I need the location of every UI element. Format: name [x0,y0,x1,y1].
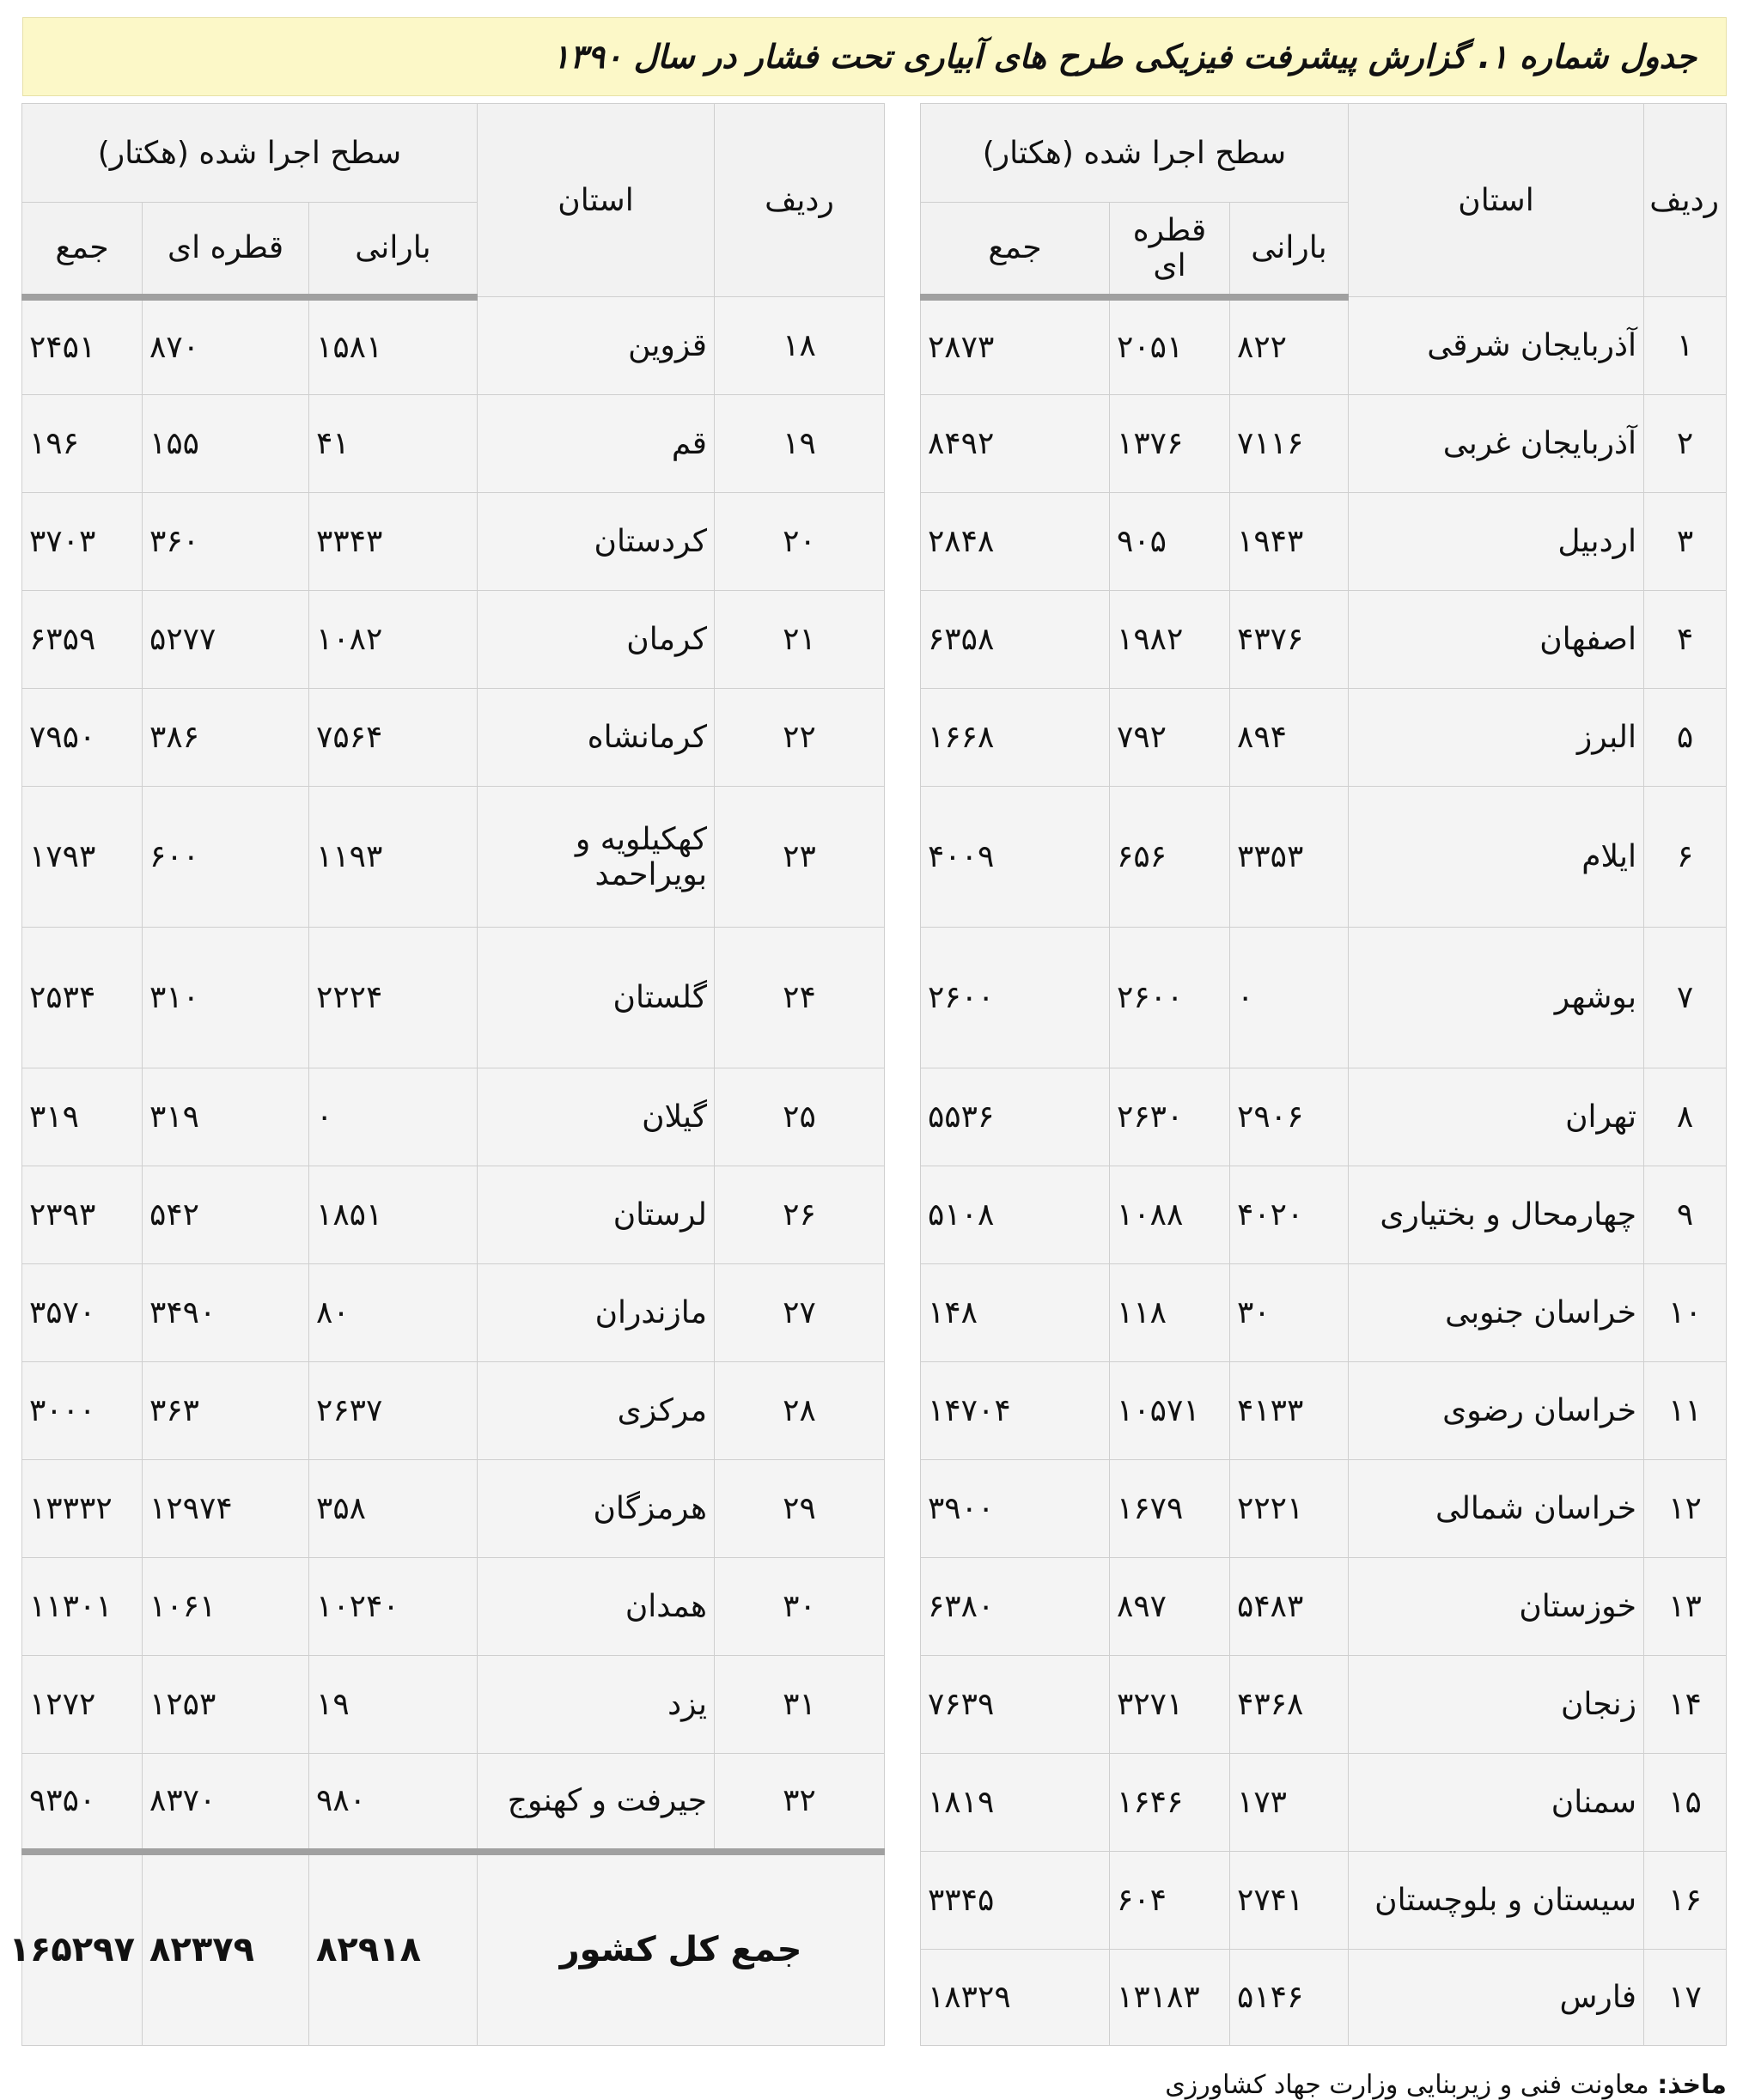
province-cell: کرمانشاه [478,689,715,787]
rank-cell: ۳۲ [715,1754,885,1852]
sprinkler-cell: ۲۶۳۷ [309,1362,478,1460]
rank-cell: ۸ [1644,1068,1727,1166]
header-total: جمع [920,203,1109,297]
sprinkler-cell: ۱۱۹۳ [309,787,478,928]
sprinkler-cell: ۴۳۶۸ [1230,1656,1349,1754]
drip-cell: ۱۲۹۷۴ [143,1460,309,1558]
provinces-table-right [920,103,1727,2046]
drip-cell: ۱۱۸ [1110,1264,1230,1362]
drip-cell: ۱۳۷۶ [1110,395,1230,493]
sprinkler-cell: ۰ [309,1068,478,1166]
table-row [21,1656,884,1754]
rank-cell: ۲۷ [715,1264,885,1362]
drip-cell: ۶۰۴ [1110,1852,1230,1950]
table-title: جدول شماره ۱. گزارش پیشرفت فیزیکی طرح های آبیاری تحت فشار در سال ۱۳۹۰ [22,17,1727,96]
drip-cell: ۲۰۵۱ [1110,297,1230,395]
table-row [21,1460,884,1558]
province-cell: چهارمحال و بختیاری [1349,1166,1644,1264]
sprinkler-cell: ۷۱۱۶ [1230,395,1349,493]
total-cell: ۲۸۷۳ [920,297,1109,395]
total-cell: ۵۱۰۸ [920,1166,1109,1264]
table-row [21,1264,884,1362]
sprinkler-cell: ۱۰۸۲ [309,591,478,689]
table-row [21,1362,884,1460]
total-cell: ۹۳۵۰ [21,1754,142,1852]
sprinkler-cell: ۷۵۶۴ [309,689,478,787]
drip-cell: ۸۷۰ [143,297,309,395]
header-rank: ردیف [1644,104,1727,297]
rank-cell: ۲۵ [715,1068,885,1166]
total-cell: ۲۸۴۸ [920,493,1109,591]
table-row [21,493,884,591]
header-area-group: سطح اجرا شده (هکتار) [920,104,1348,203]
province-cell: کردستان [478,493,715,591]
table-row [21,395,884,493]
rank-cell: ۱۰ [1644,1264,1727,1362]
header-drip: قطره ای [143,203,309,297]
drip-cell: ۲۶۳۰ [1110,1068,1230,1166]
table-row [920,1950,1726,2046]
table-row [920,1754,1726,1852]
rank-cell: ۲۲ [715,689,885,787]
province-cell: گلستان [478,928,715,1068]
province-cell: تهران [1349,1068,1644,1166]
sprinkler-cell: ۳۵۸ [309,1460,478,1558]
drip-cell: ۳۱۰ [143,928,309,1068]
sprinkler-cell: ۴۱۳۳ [1230,1362,1349,1460]
rank-cell: ۲ [1644,395,1727,493]
total-cell: ۱۸۳۲۹ [920,1950,1109,2046]
sprinkler-cell: ۳۳۵۳ [1230,787,1349,928]
rank-cell: ۲۶ [715,1166,885,1264]
rank-cell: ۲۱ [715,591,885,689]
rank-cell: ۵ [1644,689,1727,787]
total-cell: ۶۳۵۹ [21,591,142,689]
header-province: استان [478,104,715,297]
province-cell: کرمان [478,591,715,689]
province-cell: قزوین [478,297,715,395]
province-cell: اصفهان [1349,591,1644,689]
province-cell: فارس [1349,1950,1644,2046]
total-cell: ۶۳۸۰ [920,1558,1109,1656]
province-cell: گیلان [478,1068,715,1166]
sprinkler-cell: ۴۱ [309,395,478,493]
province-cell: خراسان شمالی [1349,1460,1644,1558]
drip-cell: ۱۶۴۶ [1110,1754,1230,1852]
table-row [920,1166,1726,1264]
source-text: معاونت فنی و زیربنایی وزارت جهاد کشاورزی [1165,2070,1649,2100]
total-cell: ۸۴۹۲ [920,395,1109,493]
drip-cell: ۶۰۰ [143,787,309,928]
table-row [21,1754,884,1852]
table-body-left [9,297,884,2046]
drip-cell: ۸۹۷ [1110,1558,1230,1656]
table-row [920,689,1726,787]
province-cell: ایلام [1349,787,1644,928]
drip-cell: ۳۲۷۱ [1110,1656,1230,1754]
rank-cell: ۱ [1644,297,1727,395]
total-cell: ۱۱۳۰۱ [21,1558,142,1656]
province-cell: البرز [1349,689,1644,787]
rank-cell: ۲۴ [715,928,885,1068]
table-row [920,928,1726,1068]
sprinkler-cell: ۴۰۲۰ [1230,1166,1349,1264]
total-cell: ۴۰۰۹ [920,787,1109,928]
province-cell: خراسان رضوی [1349,1362,1644,1460]
rank-cell: ۹ [1644,1166,1727,1264]
table-body-right [920,297,1726,2046]
total-cell: ۱۸۱۹ [920,1754,1109,1852]
province-cell: سیستان و بلوچستان [1349,1852,1644,1950]
header-province: استان [1349,104,1644,297]
province-cell: آذربایجان غربی [1349,395,1644,493]
total-cell: ۲۳۹۳ [21,1166,142,1264]
rank-cell: ۳۰ [715,1558,885,1656]
table-row [21,787,884,928]
province-cell: لرستان [478,1166,715,1264]
provinces-table-left [9,103,885,2046]
drip-cell: ۸۳۷۰ [143,1754,309,1852]
total-cell: ۱۴۷۰۴ [920,1362,1109,1460]
total-cell: ۱۲۷۲ [21,1656,142,1754]
rank-cell: ۱۹ [715,395,885,493]
table-row [21,1558,884,1656]
province-cell: خوزستان [1349,1558,1644,1656]
drip-cell: ۳۴۹۰ [143,1264,309,1362]
sprinkler-cell: ۲۹۰۶ [1230,1068,1349,1166]
drip-cell: ۱۹۸۲ [1110,591,1230,689]
drip-cell: ۱۶۷۹ [1110,1460,1230,1558]
drip-cell: ۳۶۰ [143,493,309,591]
drip-cell: ۳۸۶ [143,689,309,787]
table-row [21,689,884,787]
table-row [920,591,1726,689]
total-cell: ۲۵۳۴ [21,928,142,1068]
table-row [21,928,884,1068]
sprinkler-cell: ۲۷۴۱ [1230,1852,1349,1950]
rank-cell: ۱۷ [1644,1950,1727,2046]
sprinkler-cell: ۱۵۸۱ [309,297,478,395]
grand-total-total: ۱۶۵۲۹۷ [21,1852,142,2046]
rank-cell: ۴ [1644,591,1727,689]
drip-cell: ۷۹۲ [1110,689,1230,787]
table-row [920,297,1726,395]
province-cell: بوشهر [1349,928,1644,1068]
total-cell: ۱۹۶ [21,395,142,493]
province-cell: مازندران [478,1264,715,1362]
total-cell: ۶۳۵۸ [920,591,1109,689]
table-row [920,787,1726,928]
sprinkler-cell: ۳۳۴۳ [309,493,478,591]
total-cell: ۳۷۰۳ [21,493,142,591]
sprinkler-cell: ۱۹۴۳ [1230,493,1349,591]
drip-cell: ۱۵۵ [143,395,309,493]
table-row [920,1264,1726,1362]
sprinkler-cell: ۰ [1230,928,1349,1068]
sprinkler-cell: ۹۸۰ [309,1754,478,1852]
grand-total-sprinkler: ۸۲۹۱۸ [309,1852,478,2046]
rank-cell: ۱۵ [1644,1754,1727,1852]
rank-cell: ۲۹ [715,1460,885,1558]
table-row [920,1362,1726,1460]
table-row [21,297,884,395]
province-cell: جیرفت و کهنوج [478,1754,715,1852]
total-cell: ۱۶۶۸ [920,689,1109,787]
province-cell: کهکیلویه و بویراحمد [478,787,715,928]
total-cell: ۷۹۵۰ [21,689,142,787]
drip-cell: ۹۰۵ [1110,493,1230,591]
drip-cell: ۱۰۶۱ [143,1558,309,1656]
province-cell: خراسان جنوبی [1349,1264,1644,1362]
sprinkler-cell: ۳۰ [1230,1264,1349,1362]
table-row [920,1558,1726,1656]
sprinkler-cell: ۸۲۲ [1230,297,1349,395]
table-row [920,493,1726,591]
province-cell: همدان [478,1558,715,1656]
province-cell: زنجان [1349,1656,1644,1754]
rank-cell: ۶ [1644,787,1727,928]
grand-total-label: جمع کل کشور [478,1852,885,2046]
total-cell: ۳۹۰۰ [920,1460,1109,1558]
sprinkler-cell: ۱۹ [309,1656,478,1754]
grand-total-drip: ۸۲۳۷۹ [143,1852,309,2046]
drip-cell: ۱۰۸۸ [1110,1166,1230,1264]
header-sprinkler: بارانی [309,203,478,297]
rank-cell: ۲۸ [715,1362,885,1460]
province-cell: یزد [478,1656,715,1754]
rank-cell: ۷ [1644,928,1727,1068]
header-total: جمع [21,203,142,297]
rank-cell: ۳۱ [715,1656,885,1754]
province-cell: آذربایجان شرقی [1349,297,1644,395]
sprinkler-cell: ۸۰ [309,1264,478,1362]
drip-cell: ۲۶۰۰ [1110,928,1230,1068]
header-sprinkler: بارانی [1230,203,1349,297]
sprinkler-cell: ۵۱۴۶ [1230,1950,1349,2046]
total-cell: ۳۱۹ [21,1068,142,1166]
province-cell: سمنان [1349,1754,1644,1852]
total-cell: ۱۷۹۳ [21,787,142,928]
grand-total-row [21,1852,884,2046]
sprinkler-cell: ۲۲۲۱ [1230,1460,1349,1558]
province-cell: مرکزی [478,1362,715,1460]
total-cell: ۳۵۷۰ [21,1264,142,1362]
total-cell: ۲۴۵۱ [21,297,142,395]
source-label: ماخذ: [1657,2070,1727,2100]
rank-cell: ۱۱ [1644,1362,1727,1460]
table-row [920,1852,1726,1950]
drip-cell: ۱۳۱۸۳ [1110,1950,1230,2046]
table-row [920,395,1726,493]
sprinkler-cell: ۱۸۵۱ [309,1166,478,1264]
rank-cell: ۱۳ [1644,1558,1727,1656]
drip-cell: ۳۱۹ [143,1068,309,1166]
total-cell: ۷۶۳۹ [920,1656,1109,1754]
total-cell: ۱۳۳۳۲ [21,1460,142,1558]
sprinkler-cell: ۱۷۳ [1230,1754,1349,1852]
table-row [21,1068,884,1166]
table-row [920,1068,1726,1166]
table-row [920,1460,1726,1558]
sprinkler-cell: ۲۲۲۴ [309,928,478,1068]
drip-cell: ۵۲۷۷ [143,591,309,689]
drip-cell: ۱۰۵۷۱ [1110,1362,1230,1460]
total-cell: ۳۰۰۰ [21,1362,142,1460]
table-row [21,1166,884,1264]
total-cell: ۵۵۳۶ [920,1068,1109,1166]
rank-cell: ۱۸ [715,297,885,395]
total-cell: ۳۳۴۵ [920,1852,1109,1950]
sprinkler-cell: ۵۴۸۳ [1230,1558,1349,1656]
province-cell: هرمزگان [478,1460,715,1558]
rank-cell: ۲۰ [715,493,885,591]
table-row [21,591,884,689]
sprinkler-cell: ۱۰۲۴۰ [309,1558,478,1656]
total-cell: ۲۶۰۰ [920,928,1109,1068]
rank-cell: ۱۶ [1644,1852,1727,1950]
drip-cell: ۶۵۶ [1110,787,1230,928]
rank-cell: ۱۴ [1644,1656,1727,1754]
province-cell: قم [478,395,715,493]
rank-cell: ۱۲ [1644,1460,1727,1558]
drip-cell: ۳۶۳ [143,1362,309,1460]
sprinkler-cell: ۸۹۴ [1230,689,1349,787]
total-cell: ۱۴۸ [920,1264,1109,1362]
sprinkler-cell: ۴۳۷۶ [1230,591,1349,689]
rank-cell: ۲۳ [715,787,885,928]
rank-cell: ۳ [1644,493,1727,591]
table-row [920,1656,1726,1754]
drip-cell: ۱۲۵۳ [143,1656,309,1754]
header-drip: قطره ای [1110,203,1230,297]
drip-cell: ۵۴۲ [143,1166,309,1264]
province-cell: اردبیل [1349,493,1644,591]
header-rank: ردیف [715,104,885,297]
header-area-group: سطح اجرا شده (هکتار) [21,104,477,203]
